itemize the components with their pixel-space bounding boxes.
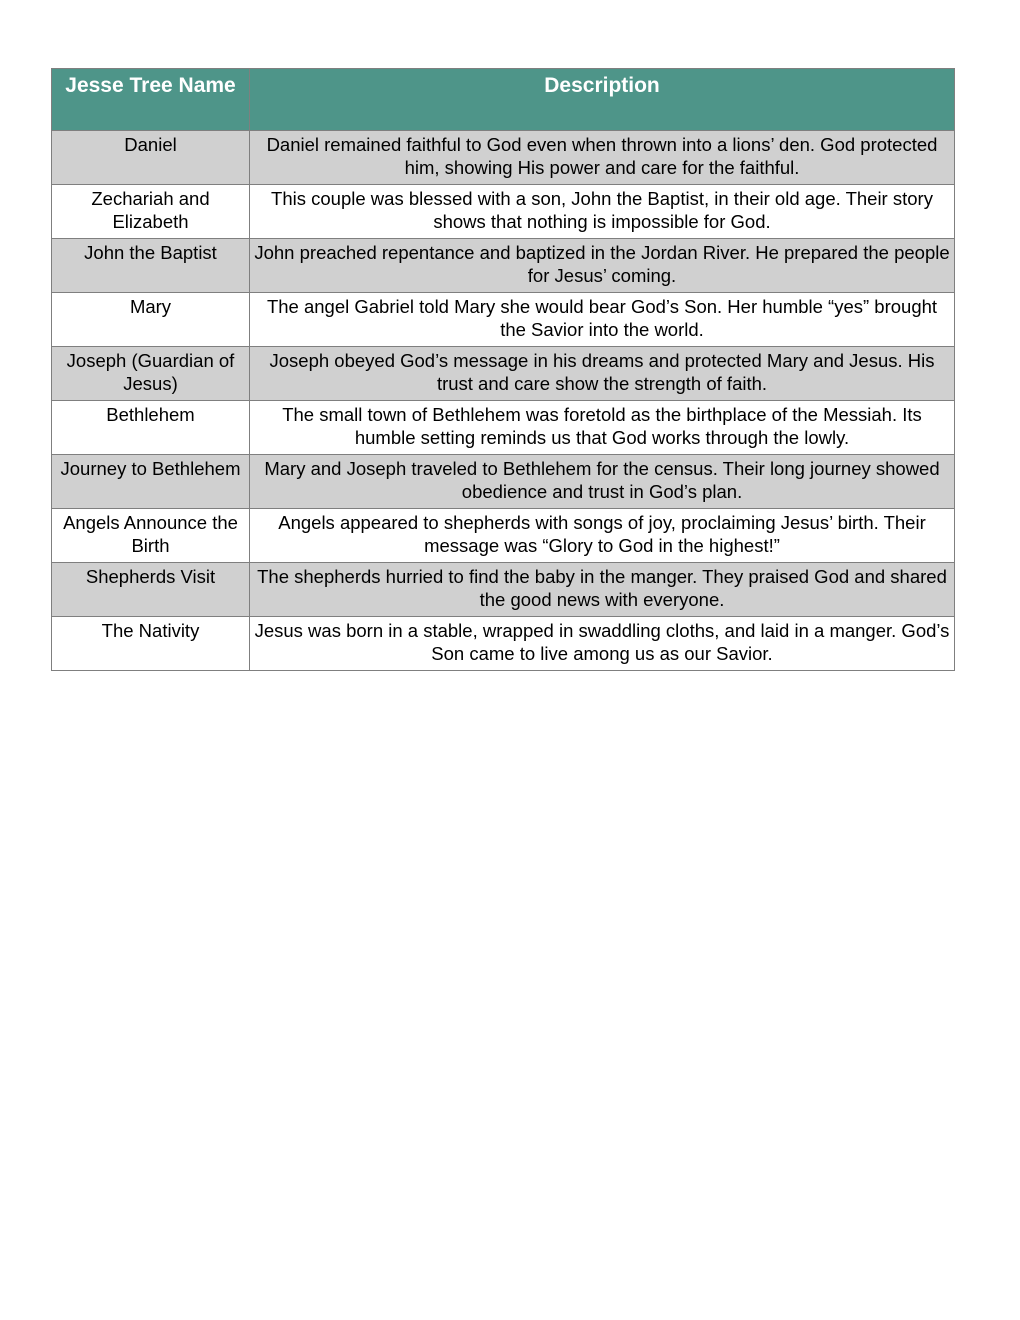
row-description-cell: This couple was blessed with a son, John the Baptist, in their old age. Their story shows that nothing is impossible for God. — [250, 185, 955, 239]
row-description-cell: Jesus was born in a stable, wrapped in swaddling cloths, and laid in a manger. God’s Son came to live among us as our Savior. — [250, 617, 955, 671]
row-name-cell: Shepherds Visit — [52, 563, 250, 617]
header-name-column: Jesse Tree Name — [52, 69, 250, 131]
row-name-cell: The Nativity — [52, 617, 250, 671]
table-row — [52, 293, 955, 347]
row-description-cell: The angel Gabriel told Mary she would bear God’s Son. Her humble “yes” brought the Savior into the world. — [250, 293, 955, 347]
header-row — [52, 69, 955, 131]
table-row — [52, 455, 955, 509]
table-body — [52, 131, 955, 671]
table-row — [52, 509, 955, 563]
table-row — [52, 185, 955, 239]
table-row — [52, 131, 955, 185]
row-name-cell: Joseph (Guardian of Jesus) — [52, 347, 250, 401]
table-header — [52, 69, 955, 131]
jesse-tree-table — [51, 68, 955, 671]
row-name-cell: Daniel — [52, 131, 250, 185]
header-description-column: Description — [250, 69, 955, 131]
row-description-cell: Angels appeared to shepherds with songs of joy, proclaiming Jesus’ birth. Their message was “Glory to God in the highest!” — [250, 509, 955, 563]
row-description-cell: Mary and Joseph traveled to Bethlehem for the census. Their long journey showed obedience and trust in God’s plan. — [250, 455, 955, 509]
table-row — [52, 563, 955, 617]
table-row — [52, 347, 955, 401]
table-row — [52, 239, 955, 293]
row-description-cell: The shepherds hurried to find the baby in the manger. They praised God and shared the good news with everyone. — [250, 563, 955, 617]
row-name-cell: Angels Announce the Birth — [52, 509, 250, 563]
row-name-cell: Journey to Bethlehem — [52, 455, 250, 509]
row-description-cell: Daniel remained faithful to God even when thrown into a lions’ den. God protected him, showing His power and care for the faithful. — [250, 131, 955, 185]
row-description-cell: The small town of Bethlehem was foretold as the birthplace of the Messiah. Its humble setting reminds us that God works through the lowly. — [250, 401, 955, 455]
row-name-cell: Mary — [52, 293, 250, 347]
row-name-cell: Zechariah and Elizabeth — [52, 185, 250, 239]
row-description-cell: Joseph obeyed God’s message in his dreams and protected Mary and Jesus. His trust and care show the strength of faith. — [250, 347, 955, 401]
row-name-cell: Bethlehem — [52, 401, 250, 455]
row-description-cell: John preached repentance and baptized in the Jordan River. He prepared the people for Jesus’ coming. — [250, 239, 955, 293]
table-row — [52, 617, 955, 671]
row-name-cell: John the Baptist — [52, 239, 250, 293]
table-row — [52, 401, 955, 455]
